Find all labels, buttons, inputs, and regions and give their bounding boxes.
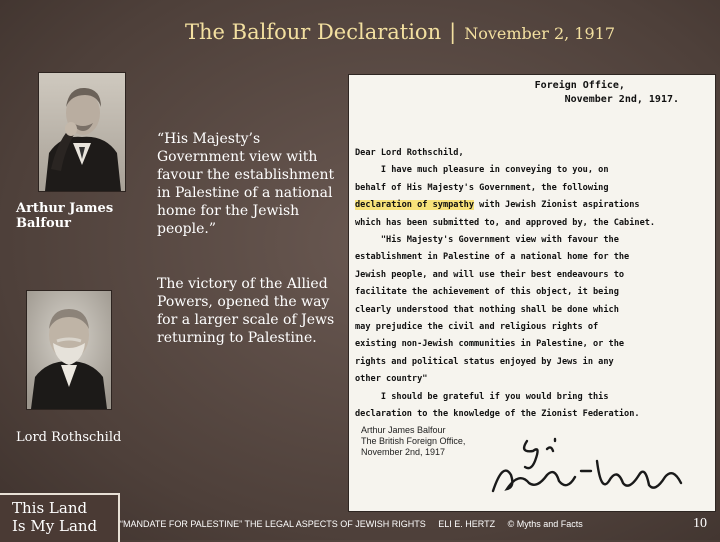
letter-header xyxy=(535,79,679,107)
letter-line: clearly understood that nothing shall be done which xyxy=(355,304,619,315)
letter-line: I should be grateful if you would bring this xyxy=(355,391,609,402)
declaration-quote: “His Majesty’s Government view with favour the establishment in Palestine of a national home for the Jewish people.” xyxy=(157,131,335,237)
balfour-portrait xyxy=(38,72,126,192)
footer-author: ELI E. HERTZ xyxy=(438,519,496,529)
letter-line: which has been submitted to, and approved by, the Cabinet. xyxy=(355,217,656,228)
letter-line: rights and political status enjoyed by Jews in any xyxy=(355,356,614,367)
letter-line: existing non-Jewish communities in Palestine, or the xyxy=(355,339,625,350)
letter-line-rest: with Jewish Zionist aspirations xyxy=(474,200,640,211)
letter-line: may prejudice the civil and religious rights of xyxy=(355,322,599,333)
rothschild-portrait xyxy=(26,290,112,410)
letter-line: establishment in Palestine of a national home for the xyxy=(355,252,630,263)
letter-line: declaration to the knowledge of the Zionist Federation. xyxy=(355,409,640,420)
letter-header-office: Foreign Office, xyxy=(534,80,625,91)
letter-line: behalf of His Majesty's Government, the following xyxy=(355,182,609,193)
signature-date: November 2nd, 1917 xyxy=(361,447,446,457)
rothschild-caption: Lord Rothschild xyxy=(16,430,122,445)
letter-header-date: November 2nd, 1917. xyxy=(564,94,679,105)
letter-line: "His Majesty's Government view with favour the xyxy=(355,235,619,246)
letter-body xyxy=(355,145,711,424)
title-main: The Balfour Declaration xyxy=(185,20,442,44)
letter-line: facilitate the achievement of this object, it being xyxy=(355,287,619,298)
letter-line: Jewish people, and will use their best endeavours to xyxy=(355,269,625,280)
brand-line-2: Is My Land xyxy=(12,517,98,535)
declaration-letter xyxy=(348,74,716,512)
signature-name: Arthur James Balfour xyxy=(361,425,446,435)
letter-salutation: Dear Lord Rothschild, xyxy=(355,148,464,158)
victory-text: The victory of the Allied Powers, opened the way for a larger scale of Jews returning to Palestine. xyxy=(157,276,335,346)
signature-office: The British Foreign Office, xyxy=(361,436,466,446)
brand-logo xyxy=(0,493,120,542)
highlighted-phrase: declaration of sympathy xyxy=(355,200,474,211)
balfour-portrait-image xyxy=(39,73,125,191)
letter-line: I have much pleasure in conveying to you, on xyxy=(355,165,609,176)
handwritten-signature xyxy=(489,431,689,503)
slide-title xyxy=(185,20,615,44)
letter-line: other country" xyxy=(355,374,428,385)
footer-source: “MANDATE FOR PALESTINE” THE LEGAL ASPECTS OF JEWISH RIGHTS xyxy=(120,519,426,529)
footer xyxy=(120,519,593,529)
page-number: 10 xyxy=(693,516,707,531)
letter-line xyxy=(355,197,711,214)
balfour-caption: Arthur James Balfour xyxy=(16,201,114,231)
rothschild-portrait-image xyxy=(27,291,111,409)
brand-line-1: This Land xyxy=(12,499,88,517)
title-date: November 2, 1917 xyxy=(464,24,616,43)
title-separator: | xyxy=(449,20,457,44)
footer-copyright: © Myths and Facts xyxy=(507,519,583,529)
signature-caption xyxy=(361,425,465,458)
